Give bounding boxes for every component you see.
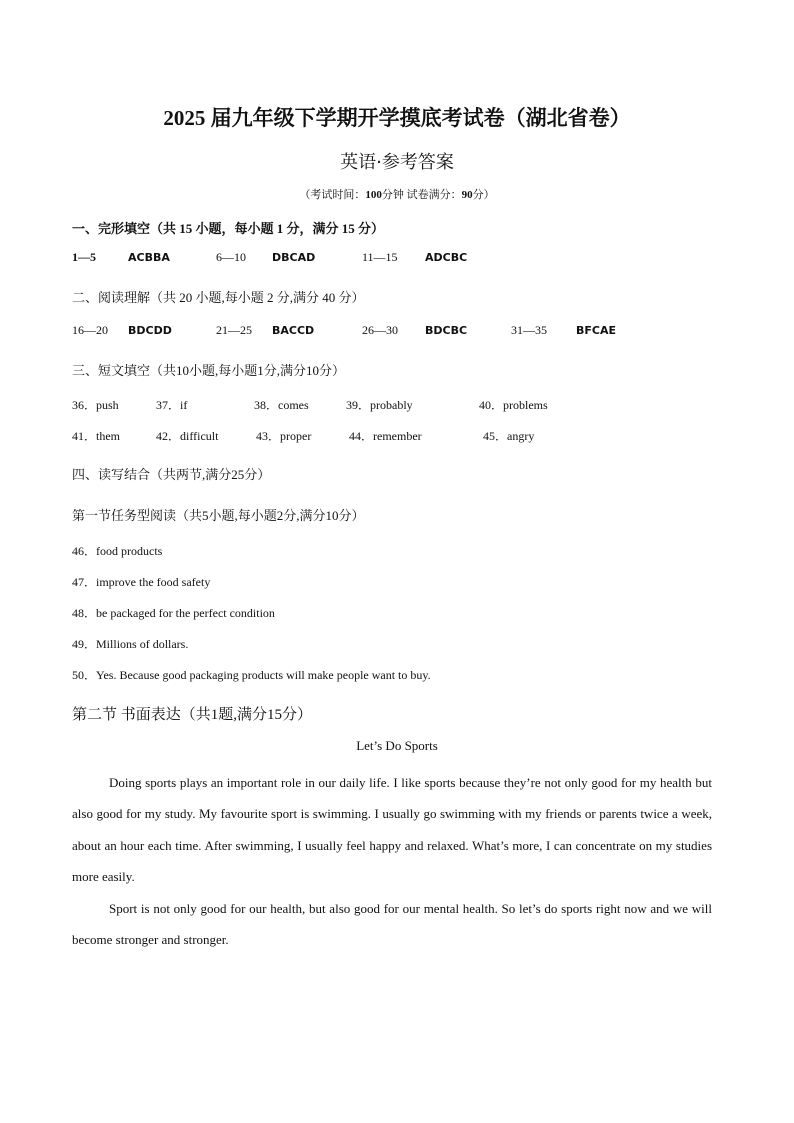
essay-title: Let’s Do Sports	[356, 738, 438, 753]
essay-body	[72, 767, 712, 955]
exam-note-suffix: 分）	[472, 189, 495, 201]
answer-keys: DBCAD	[272, 251, 316, 264]
fill-answer: 43．proper	[256, 429, 312, 443]
fill-answer: 45．angry	[483, 429, 535, 443]
fill-answer: 38．comes	[254, 398, 309, 412]
answer-keys: BFCAE	[576, 324, 616, 337]
task-number: 47．	[72, 575, 97, 589]
fill-answer: 37．if	[156, 398, 188, 412]
task-answer	[72, 666, 431, 683]
answer-range: 1—5	[72, 250, 96, 264]
answer-keys: ADCBC	[425, 251, 468, 264]
answer-range: 16—20	[72, 323, 108, 337]
task-number: 50．	[72, 668, 97, 682]
answer-keys: BACCD	[272, 324, 315, 337]
section4-part1-heading: 第一节任务型阅读（共5小题,每小题2分,满分10分）	[72, 508, 365, 523]
answer-keys: BDCBC	[425, 324, 468, 337]
task-answer	[72, 573, 210, 590]
task-answer	[72, 604, 275, 621]
fill-answer: 40．problems	[479, 398, 548, 412]
essay-paragraph: Doing sports plays an important role in our daily life. I like sports because they’re not only good for my health but also good for my study. My favourite sport is swimming. I usually go swimming with my friends or parents twice a week, about an hour each time. After swimming, I usually feel happy and relaxed. What’s more, I can concentrate on my studies more easily.	[72, 775, 712, 885]
section3-heading: 三、短文填空（共10小题,每小题1分,满分10分）	[72, 363, 346, 378]
task-text: Millions of dollars.	[96, 637, 189, 651]
task-text: Yes. Because good packaging products will make people want to buy.	[96, 668, 431, 682]
fill-answer: 42．difficult	[156, 429, 219, 443]
exam-note	[0, 186, 794, 202]
task-text: be packaged for the perfect condition	[96, 606, 275, 620]
exam-note-prefix: （考试时间：	[299, 189, 366, 201]
fill-answer: 44．remember	[349, 429, 422, 443]
section2-heading: 二、阅读理解（共 20 小题,每小题 2 分,满分 40 分）	[72, 290, 365, 305]
exam-score: 90	[461, 189, 473, 201]
answer-range: 26—30	[362, 323, 398, 337]
section4-part2-heading: 第二节 书面表达（共1题,满分15分）	[72, 707, 313, 723]
answer-range: 6—10	[216, 250, 246, 264]
answer-keys: ACBBA	[128, 251, 170, 264]
essay-paragraph: Sport is not only good for our health, but also good for our mental health. So let’s do sports right now and we will become stronger and stronger.	[72, 900, 712, 948]
fill-answer: 36．push	[72, 398, 119, 412]
fill-answer: 39．probably	[346, 398, 413, 412]
page-subtitle: 英语·参考答案	[340, 152, 454, 173]
answer-keys: BDCDD	[128, 324, 172, 337]
answer-range: 21—25	[216, 323, 252, 337]
task-number: 48．	[72, 606, 97, 620]
task-answer	[72, 635, 188, 652]
page-title: 2025 届九年级下学期开学摸底考试卷（湖北省卷）	[163, 106, 631, 130]
section1-heading: 一、完形填空（共 15 小题，每小题 1 分，满分 15 分）	[72, 221, 385, 236]
task-text: food products	[96, 544, 163, 558]
answer-range: 31—35	[511, 323, 547, 337]
exam-time: 100	[365, 189, 382, 201]
task-number: 46．	[72, 544, 97, 558]
task-number: 49．	[72, 637, 97, 651]
task-text: improve the food safety	[96, 575, 211, 589]
exam-note-mid: 分钟 试卷满分：	[381, 189, 462, 201]
answer-range: 11—15	[362, 250, 398, 264]
task-answer	[72, 542, 162, 559]
fill-answer: 41．them	[72, 429, 120, 443]
section4-heading: 四、读写结合（共两节,满分25分）	[72, 467, 271, 482]
